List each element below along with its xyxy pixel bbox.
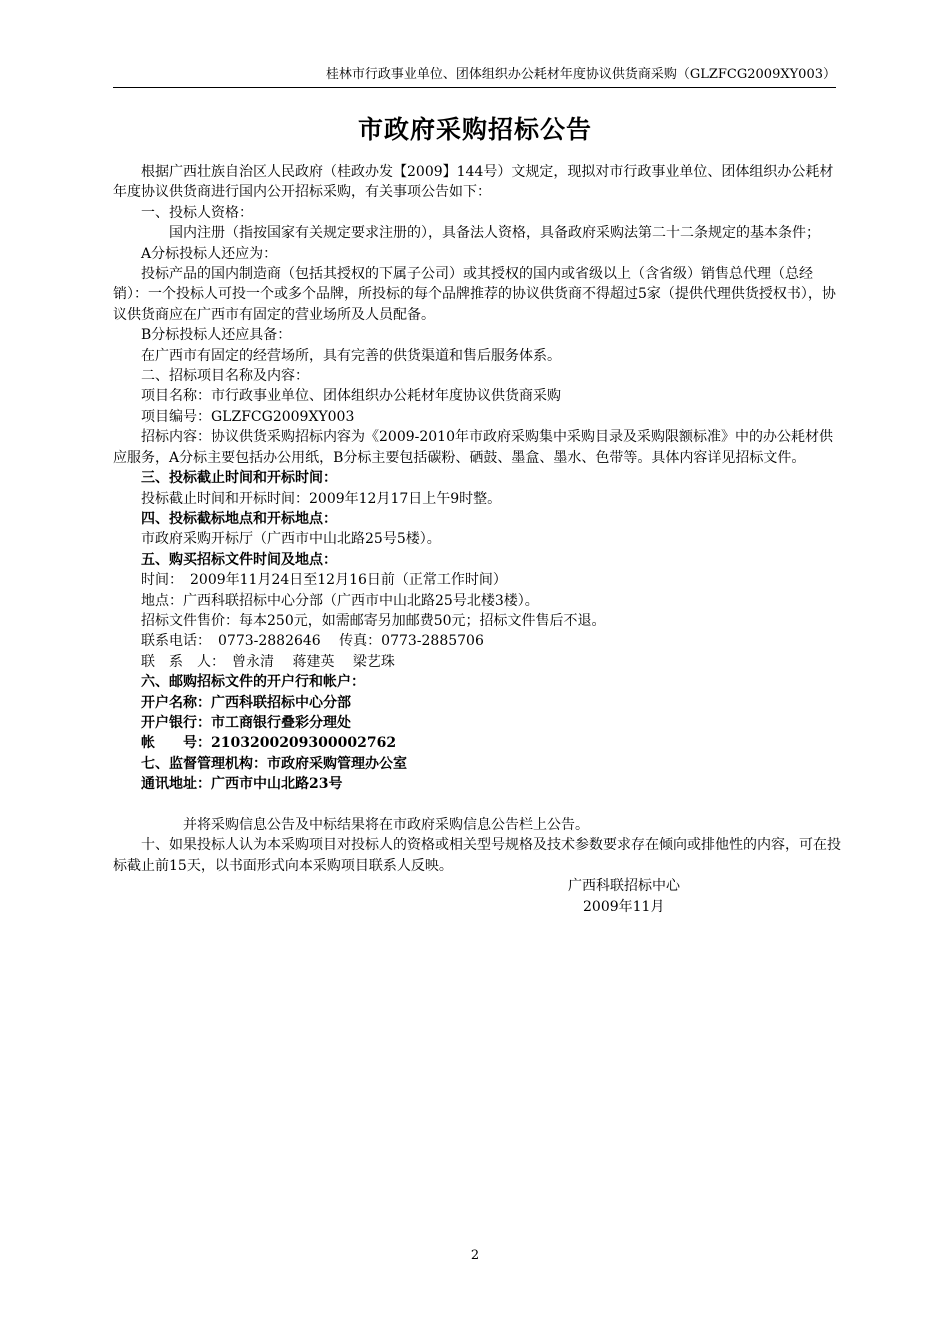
section-4-body: 市政府采购开标厅（广西市中山北路25号5楼）。 <box>141 531 441 548</box>
blank-line <box>113 795 841 815</box>
section-5-heading: 五、购买招标文件时间及地点： <box>141 551 337 568</box>
document-body <box>113 162 841 917</box>
account-name: 开户名称：广西科联招标中心分部 <box>141 694 351 711</box>
section-1-a-heading: A分标投标人还应为： <box>141 245 278 262</box>
section-1-body: 国内注册（指按国家有关规定要求注册的），具备法人资格，具备政府采购法第二十二条规定的基本条件； <box>169 225 820 242</box>
section-1-heading: 一、投标人资格： <box>141 204 253 221</box>
section-3-heading: 三、投标截止时间和开标时间： <box>141 470 337 487</box>
project-name: 项目名称：市行政事业单位、团体组织办公耗材年度协议供货商采购 <box>141 388 561 405</box>
purchase-place: 地点：广西科联招标中心分部（广西市中山北路25号北楼3楼）。 <box>141 592 539 609</box>
contact-phone: 联系电话： 0773-2882646 传真：0773-2885706 <box>141 633 484 650</box>
project-code: 项目编号：GLZFCG2009XY003 <box>141 408 355 425</box>
document-title: 市政府采购招标公告 <box>357 115 592 144</box>
announcement-notice: 并将采购信息公告及中标结果将在市政府采购信息公告栏上公告。 <box>183 816 589 833</box>
intro-paragraph: 根据广西壮族自治区人民政府（桂政办发【2009】144号）文规定，现拟对市行政事业单位、团体组织办公耗材年度协议供货商进行国内公开招标采购，有关事项公告如下： <box>113 164 834 201</box>
document-price: 招标文件售价：每本250元，如需邮寄另加邮费50元；招标文件售后不退。 <box>141 612 606 629</box>
section-1-b-heading: B分标投标人还应具备： <box>141 327 292 344</box>
section-1-a-body: 投标产品的国内制造商（包括其授权的下属子公司）或其授权的国内或省级以上（含省级）销售总代理（总经销）：一个投标人可投一个或多个品牌，所投标的每个品牌推荐的协议供货商不得超过5家（提供代理供货授权书），协议供货商应在广西市有固定的营业场所及人员配备。 <box>113 266 836 323</box>
contact-persons: 联 系 人： 曾永清 蒋建英 梁艺珠 <box>141 653 395 670</box>
page-header: 桂林市行政事业单位、团体组织办公耗材年度协议供货商采购（GLZFCG2009XY003） <box>325 67 836 82</box>
account-number: 帐 号：2103200209300002762 <box>141 735 397 752</box>
section-1-b-body: 在广西市有固定的经营场所，具有完善的供货渠道和售后服务体系。 <box>141 347 561 364</box>
purchase-time: 时间： 2009年11月24日至12月16日前（正常工作时间） <box>141 572 507 589</box>
mailing-address: 通讯地址：广西市中山北路23号 <box>141 776 343 793</box>
header-rule <box>113 87 836 88</box>
section-4-heading: 四、投标截标地点和开标地点： <box>141 510 337 527</box>
bank-name: 开户银行：市工商银行叠彩分理处 <box>141 714 351 731</box>
section-6-heading: 六、邮购招标文件的开户行和帐户： <box>141 674 365 691</box>
section-2-heading: 二、招标项目名称及内容： <box>141 368 309 385</box>
project-content: 招标内容：协议供货采购招标内容为《2009-2010年市政府采购集中采购目录及采购限额标准》中的办公耗材供应服务，A分标主要包括办公用纸，B分标主要包括碳粉、硒鼓、墨盒、墨水、色带等。具体内容详见招标文件。 <box>113 429 833 466</box>
section-10-paragraph: 十、如果投标人认为本采购项目对投标人的资格或相关型号规格及技术参数要求存在倾向或排他性的内容，可在投标截止前15天，以书面形式向本采购项目联系人反映。 <box>113 837 841 874</box>
section-3-body: 投标截止时间和开标时间：2009年12月17日上午9时整。 <box>141 490 502 507</box>
signature-date: 2009年11月 <box>583 898 665 915</box>
section-7-heading: 七、监督管理机构：市政府采购管理办公室 <box>141 755 407 772</box>
signature: 广西科联招标中心 <box>568 878 680 895</box>
page-number: 2 <box>470 1248 480 1263</box>
